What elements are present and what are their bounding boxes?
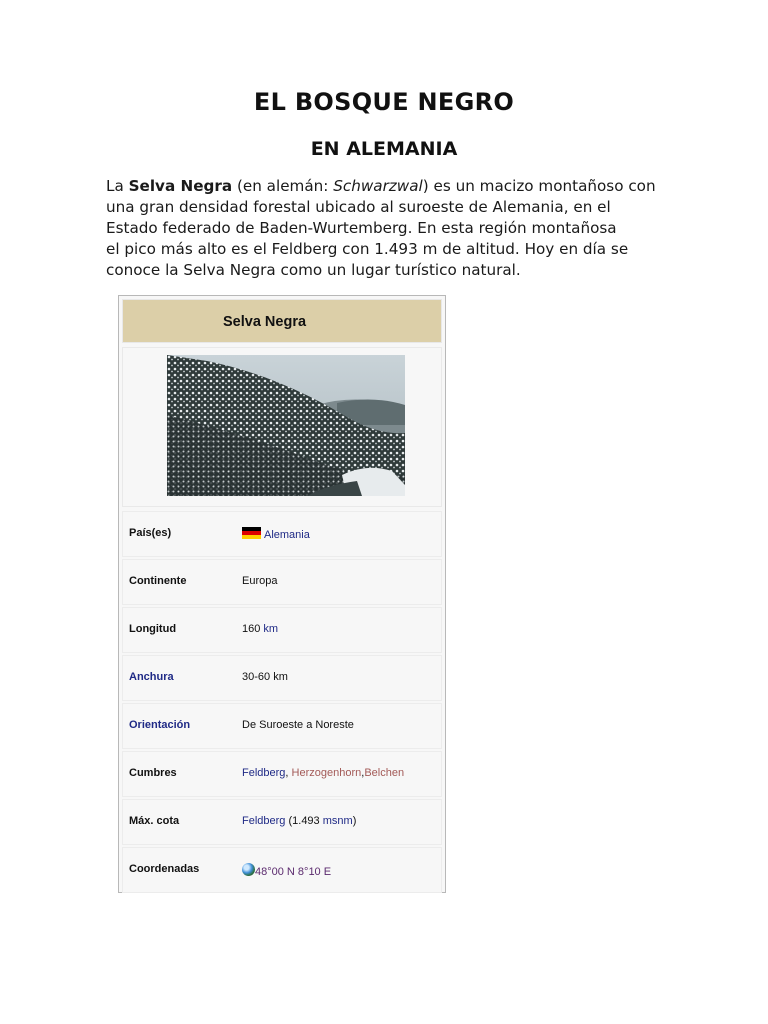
row-value: De Suroeste a Noreste [242, 719, 354, 731]
row-label: Continente [129, 575, 187, 587]
link-europa[interactable]: Europa [242, 575, 278, 587]
intro-text: La [106, 177, 129, 195]
link-herzogenhorn[interactable]: Herzogenhorn [291, 767, 362, 779]
row-longitud [122, 607, 442, 653]
intro-line-5: conoce la Selva Negra como un lugar turístico natural. [106, 261, 521, 279]
infobox-image-cell [122, 347, 442, 507]
forest-photo[interactable] [167, 355, 405, 496]
intro-line-1 [106, 176, 666, 197]
row-orientacion [122, 703, 442, 749]
intro-line-2: una gran densidad forestal ubicado al suroeste de Alemania, en el [106, 198, 611, 216]
intro-line-3: Estado federado de Baden-Wurtemberg. En esta región montañosa [106, 219, 617, 237]
link-coordinates[interactable]: 48°00 N 8°10 E [255, 866, 332, 878]
forest-landscape-image [167, 355, 405, 496]
row-value: 30-60 km [242, 671, 288, 683]
intro-paragraph [106, 176, 666, 281]
row-value [242, 767, 404, 779]
row-label: Cumbres [129, 767, 177, 779]
link-alemania[interactable]: Alemania [264, 529, 310, 541]
infobox-header [122, 299, 442, 343]
row-value [242, 527, 310, 541]
row-pais [122, 511, 442, 557]
paren: ) [352, 815, 357, 827]
intro-bold-name: Selva Negra [128, 177, 233, 195]
link-msnm[interactable]: msnm [322, 815, 353, 827]
link-orientacion[interactable]: Orientación [129, 719, 191, 731]
page-subtitle: EN ALEMANIA [310, 138, 458, 160]
row-cumbres [122, 751, 442, 797]
intro-text: (en alemán: [232, 177, 334, 195]
row-value [242, 815, 356, 827]
globe-icon[interactable] [242, 863, 255, 876]
row-label: Máx. cota [129, 815, 180, 827]
elevation-value: (1.493 [285, 815, 323, 827]
link-feldberg[interactable]: Feldberg [242, 767, 286, 779]
row-value [242, 623, 278, 635]
intro-line-4: el pico más alto es el Feldberg con 1.493 m de altitud. Hoy en día se [106, 240, 629, 258]
link-belchen[interactable]: Belchen [364, 767, 405, 779]
row-coordenadas [122, 847, 442, 893]
separator: , [285, 767, 292, 779]
intro-german-name: Schwarzwal [333, 177, 423, 195]
row-label: Longitud [129, 623, 177, 635]
longitud-number: 160 [242, 623, 261, 635]
intro-text: ) es un macizo montañoso con [422, 177, 656, 195]
separator: , [361, 767, 365, 779]
row-label: País(es) [129, 527, 172, 539]
link-feldberg[interactable]: Feldberg [242, 815, 286, 827]
row-max-cota [122, 799, 442, 845]
infobox-heading: Selva Negra [223, 314, 307, 330]
row-value [242, 863, 331, 878]
link-km[interactable]: km [263, 623, 279, 635]
page-title: EL BOSQUE NEGRO [253, 88, 515, 116]
row-anchura [122, 655, 442, 701]
infobox [118, 295, 446, 893]
row-label: Coordenadas [129, 863, 200, 875]
link-anchura[interactable]: Anchura [129, 671, 174, 683]
row-continente [122, 559, 442, 605]
germany-flag-icon [242, 527, 261, 539]
